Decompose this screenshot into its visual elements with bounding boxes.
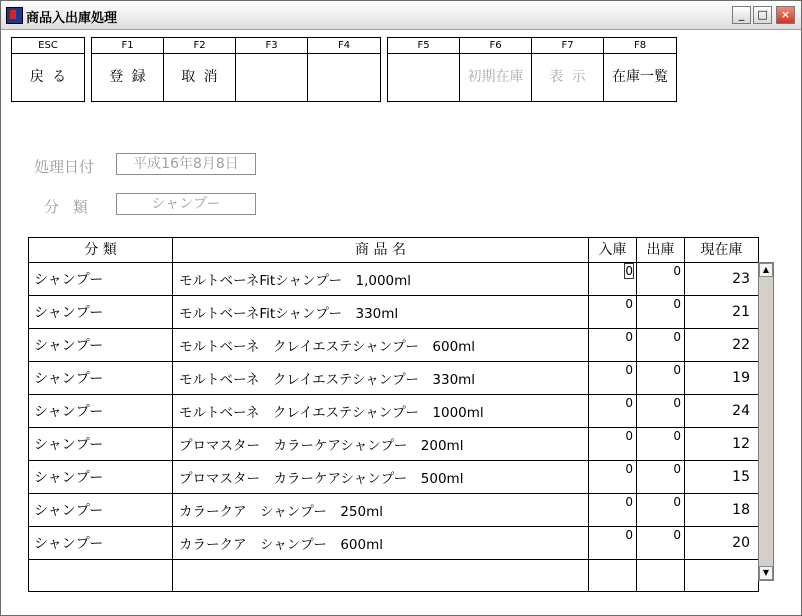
cell-in-input[interactable]: 0 <box>589 362 637 395</box>
fkey-group-esc <box>11 37 85 102</box>
cell-stock: 15 <box>685 461 759 494</box>
date-field[interactable]: 平成16年8月8日 <box>116 153 256 175</box>
category-field[interactable]: シャンプー <box>116 193 256 215</box>
f4-button[interactable] <box>308 54 380 101</box>
cell-product-name: カラークア シャンプー 250ml <box>173 494 589 527</box>
date-label: 処理日付 <box>34 158 95 176</box>
table-row[interactable] <box>29 494 759 527</box>
fkey-f4[interactable] <box>308 38 380 101</box>
cell-out-input[interactable]: 0 <box>637 296 685 329</box>
cell-in-input[interactable]: 0 <box>589 461 637 494</box>
fkey-label: F1 <box>92 38 163 54</box>
cell-stock: 24 <box>685 395 759 428</box>
fkey-esc[interactable] <box>12 38 84 101</box>
cell-product-name: カラークア シャンプー 600ml <box>173 527 589 560</box>
fkey-label: F6 <box>460 38 531 54</box>
cell-out-input[interactable]: 0 <box>637 494 685 527</box>
col-header-out: 出庫 <box>637 238 685 263</box>
stock-list-button[interactable]: 在庫一覧 <box>612 69 668 85</box>
cell-empty <box>29 560 173 592</box>
cell-stock: 12 <box>685 428 759 461</box>
cell-in-input[interactable]: 0 <box>589 494 637 527</box>
cell-product-name: モルトベーネ クレイエステシャンプー 1000ml <box>173 395 589 428</box>
cell-product-name: プロマスター カラーケアシャンプー 500ml <box>173 461 589 494</box>
cell-product-name: モルトベーネFitシャンプー 330ml <box>173 296 589 329</box>
table-row[interactable] <box>29 296 759 329</box>
cell-out-input[interactable]: 0 <box>637 527 685 560</box>
fkey-f2[interactable] <box>164 38 236 101</box>
cell-category: シャンプー <box>29 296 173 329</box>
table-row-empty[interactable] <box>29 560 759 592</box>
fkey-label: F5 <box>388 38 459 54</box>
table-row[interactable] <box>29 395 759 428</box>
close-button[interactable]: × <box>776 6 795 24</box>
table-row[interactable] <box>29 461 759 494</box>
maximize-button[interactable]: □ <box>753 6 772 24</box>
fkey-label: F4 <box>308 38 380 54</box>
register-button[interactable]: 登録 <box>109 69 155 85</box>
cell-out-input[interactable]: 0 <box>637 329 685 362</box>
cell-in-input[interactable]: 0 <box>589 296 637 329</box>
title-bar <box>1 1 801 30</box>
cell-product-name: モルトベーネFitシャンプー 1,000ml <box>173 263 589 296</box>
cell-stock: 20 <box>685 527 759 560</box>
cell-out-input[interactable]: 0 <box>637 362 685 395</box>
cell-empty[interactable] <box>637 560 685 592</box>
cell-category: シャンプー <box>29 263 173 296</box>
cell-stock: 18 <box>685 494 759 527</box>
cell-product-name: プロマスター カラーケアシャンプー 200ml <box>173 428 589 461</box>
cell-category: シャンプー <box>29 329 173 362</box>
table-row[interactable] <box>29 329 759 362</box>
cell-stock: 23 <box>685 263 759 296</box>
cell-out-input[interactable]: 0 <box>637 395 685 428</box>
fkey-label: F7 <box>532 38 603 54</box>
cell-product-name: モルトベーネ クレイエステシャンプー 600ml <box>173 329 589 362</box>
fkey-f7[interactable] <box>532 38 604 101</box>
cell-out-input[interactable]: 0 <box>637 263 685 296</box>
scroll-up-icon[interactable]: ▲ <box>759 263 773 277</box>
window-title: 商品入出庫処理 <box>26 11 118 26</box>
cell-category: シャンプー <box>29 395 173 428</box>
minimize-button[interactable]: _ <box>732 6 751 24</box>
cell-stock: 22 <box>685 329 759 362</box>
display-button[interactable]: 表示 <box>549 69 595 85</box>
cell-empty[interactable] <box>589 560 637 592</box>
fkey-group-f5-f8 <box>387 37 677 102</box>
table-row[interactable] <box>29 527 759 560</box>
table-row[interactable] <box>29 263 759 296</box>
cell-stock: 19 <box>685 362 759 395</box>
fkey-f3[interactable] <box>236 38 308 101</box>
cancel-button[interactable]: 取消 <box>181 69 227 85</box>
f5-button[interactable] <box>388 54 459 101</box>
cell-out-input[interactable]: 0 <box>637 428 685 461</box>
col-header-product-name: 商 品 名 <box>173 238 589 263</box>
col-header-in: 入庫 <box>589 238 637 263</box>
fkey-f1[interactable] <box>92 38 164 101</box>
cell-in-input[interactable]: 0 <box>589 428 637 461</box>
initial-stock-button[interactable]: 初期在庫 <box>467 69 524 85</box>
app-icon <box>6 7 23 24</box>
table-header-row <box>29 238 759 263</box>
category-label: 分 類 <box>44 198 93 216</box>
fkey-label: F3 <box>236 38 307 54</box>
fkey-f6[interactable] <box>460 38 532 101</box>
in-value[interactable]: 0 <box>625 264 633 278</box>
cell-category: シャンプー <box>29 428 173 461</box>
scroll-down-icon[interactable]: ▼ <box>759 566 773 580</box>
cell-in-input[interactable]: 0 <box>589 329 637 362</box>
cell-product-name: モルトベーネ クレイエステシャンプー 330ml <box>173 362 589 395</box>
cell-in-input[interactable] <box>589 263 637 296</box>
cell-category: シャンプー <box>29 362 173 395</box>
cell-out-input[interactable]: 0 <box>637 461 685 494</box>
fkey-label: ESC <box>12 38 84 54</box>
cell-category: シャンプー <box>29 494 173 527</box>
fkey-group-f1-f4 <box>91 37 381 102</box>
table-row[interactable] <box>29 362 759 395</box>
fkey-label: F2 <box>164 38 235 54</box>
stock-table <box>28 237 759 592</box>
vertical-scrollbar[interactable] <box>758 262 774 581</box>
cell-empty <box>685 560 759 592</box>
table-row[interactable] <box>29 428 759 461</box>
fkey-f5[interactable] <box>388 38 460 101</box>
cell-category: シャンプー <box>29 527 173 560</box>
f3-button[interactable] <box>236 54 307 101</box>
back-button[interactable]: 戻る <box>29 69 75 85</box>
cell-empty <box>173 560 589 592</box>
col-header-category: 分 類 <box>29 238 173 263</box>
cell-in-input[interactable]: 0 <box>589 395 637 428</box>
fkey-label: F8 <box>604 38 676 54</box>
col-header-stock: 現在庫 <box>685 238 759 263</box>
cell-category: シャンプー <box>29 461 173 494</box>
cell-stock: 21 <box>685 296 759 329</box>
cell-in-input[interactable]: 0 <box>589 527 637 560</box>
fkey-f8[interactable] <box>604 38 676 101</box>
